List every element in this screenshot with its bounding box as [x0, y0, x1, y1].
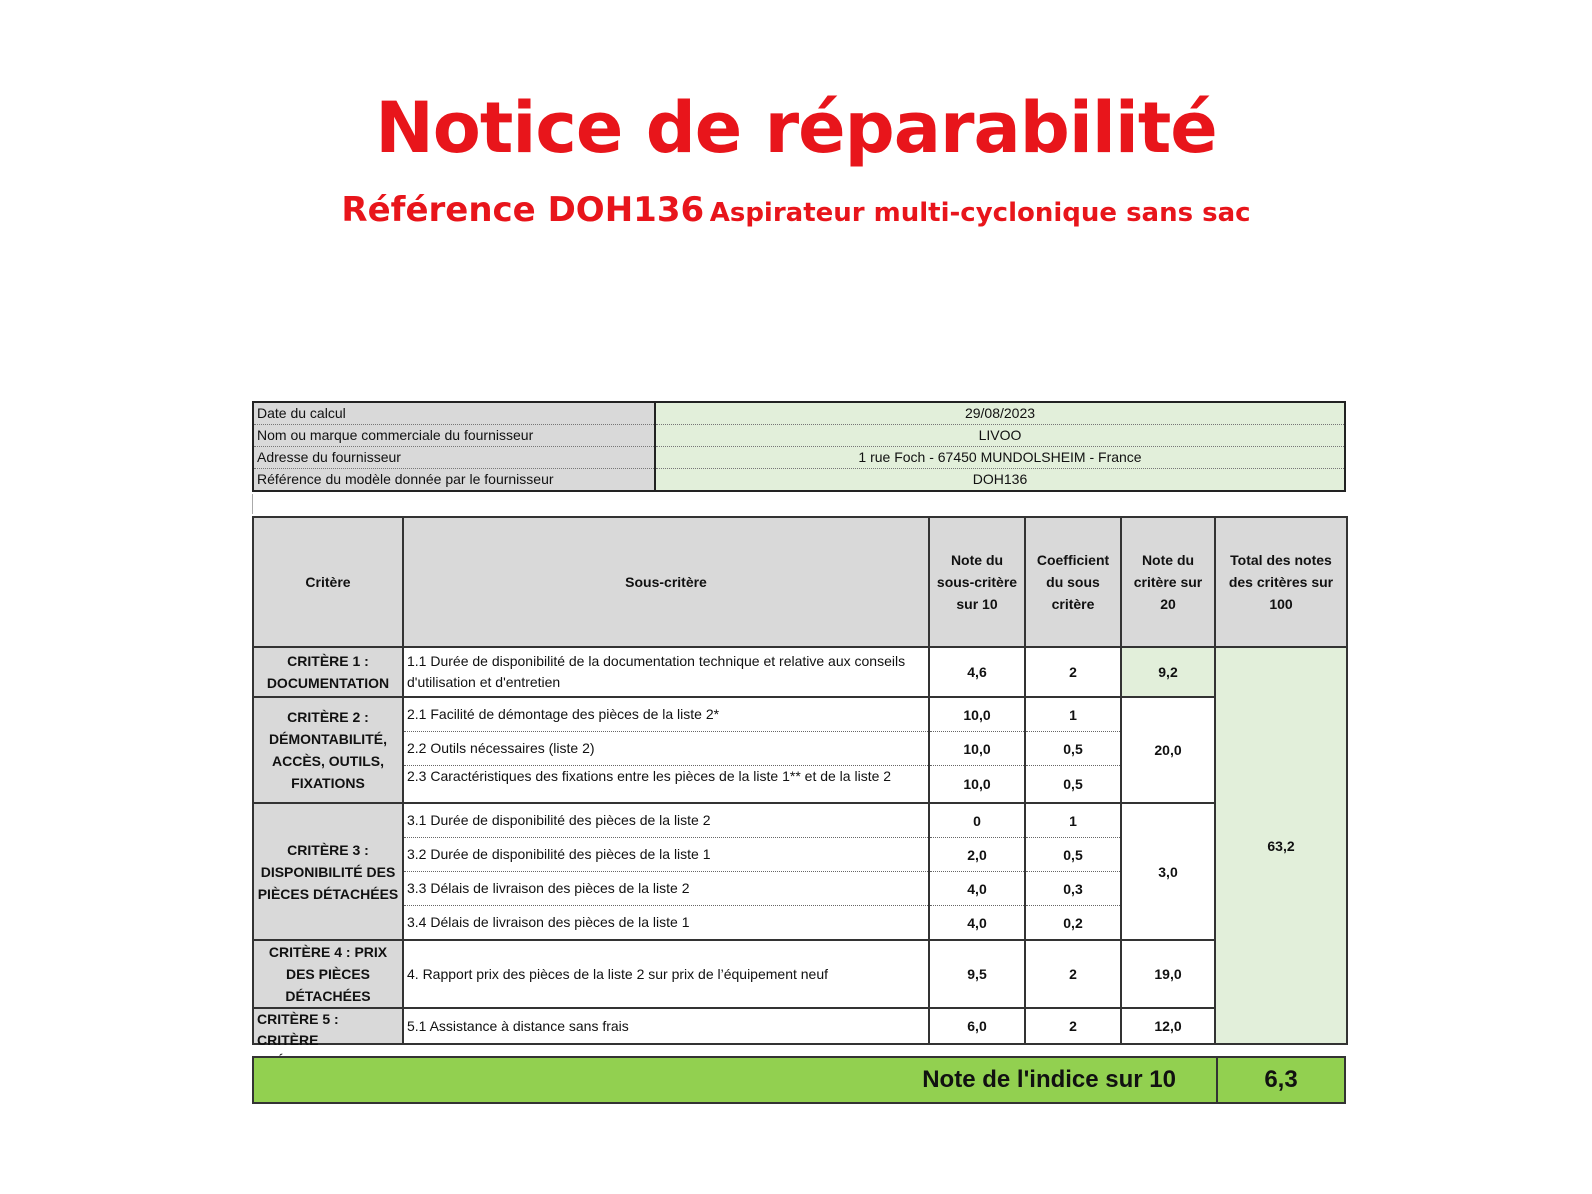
info-value: 29/08/2023: [655, 402, 1345, 425]
subcriterion-coefficient: 1: [1025, 803, 1121, 838]
header-sub-score: Note du sous-critère sur 10: [929, 517, 1025, 647]
subcriterion-coefficient: 0,3: [1025, 872, 1121, 906]
header-criterion-score: Note du critère sur 20: [1121, 517, 1215, 647]
table-row: [253, 1008, 1347, 1044]
info-label: Date du calcul: [253, 402, 655, 425]
info-value: 1 rue Foch - 67450 MUNDOLSHEIM - France: [655, 447, 1345, 469]
product-name: Aspirateur multi-cyclonique sans sac: [709, 198, 1251, 228]
subcriterion-score: 10,0: [929, 697, 1025, 732]
subcriterion-label: 2.3 Caractéristiques des fixations entre les pièces de la liste 1** et de la liste 2: [407, 768, 892, 784]
table-row: [253, 697, 1347, 732]
criterion-5-name: CRITÈRE 5 : CRITÈRE: [257, 1011, 339, 1048]
subcriterion-score: 4,0: [929, 906, 1025, 941]
page-subtitle: [0, 190, 1592, 230]
subcriterion-score: 4,6: [929, 647, 1025, 697]
subcriterion-label: 3.4 Délais de livraison des pièces de la liste 1: [403, 906, 929, 941]
subcriterion-label: 3.1 Durée de disponibilité des pièces de la liste 2: [403, 803, 929, 838]
info-row: [253, 447, 1345, 469]
subcriterion-label: 3.2 Durée de disponibilité des pièces de la liste 1: [403, 838, 929, 872]
header-criterion: Critère: [253, 517, 403, 647]
supplier-info-table: [252, 401, 1346, 492]
criterion-2-score: 20,0: [1121, 697, 1215, 803]
header-subcriterion: Sous-critère: [403, 517, 929, 647]
info-value: DOH136: [655, 469, 1345, 492]
subcriterion-score: 0: [929, 803, 1025, 838]
subcriterion-label: 5.1 Assistance à distance sans frais: [403, 1008, 929, 1044]
index-label: Note de l'indice sur 10: [253, 1057, 1217, 1103]
subcriterion-coefficient: 1: [1025, 697, 1121, 732]
info-row: [253, 402, 1345, 425]
criterion-5-score: 12,0: [1121, 1008, 1215, 1044]
table-row: [253, 803, 1347, 838]
subcriterion-score: 4,0: [929, 872, 1025, 906]
model-reference: Référence DOH136: [341, 190, 705, 230]
subcriterion-score: 6,0: [929, 1008, 1025, 1044]
subcriterion-label: 4. Rapport prix des pièces de la liste 2 sur prix de l’équipement neuf: [403, 940, 929, 1008]
header-coefficient: Coefficient du sous critère: [1025, 517, 1121, 647]
subcriterion-label: 2.2 Outils nécessaires (liste 2): [403, 732, 929, 766]
info-value: LIVOO: [655, 425, 1345, 447]
subcriterion-coefficient: 2: [1025, 940, 1121, 1008]
index-score-footer: [252, 1056, 1346, 1104]
subcriterion-coefficient: 0,5: [1025, 732, 1121, 766]
table-spacer: [252, 494, 1347, 514]
criterion-3-name: CRITÈRE 3 : DISPONIBILITÉ DES PIÈCES DÉTACHÉES: [253, 803, 403, 940]
subcriterion-coefficient: 0,5: [1025, 838, 1121, 872]
index-value: 6,3: [1217, 1057, 1345, 1103]
subcriterion-label: 1.1 Durée de disponibilité de la documentation technique et relative aux conseils d'utilisation et d'entretien: [403, 647, 929, 697]
info-row: [253, 469, 1345, 492]
criterion-2-name: CRITÈRE 2 : DÉMONTABILITÉ, ACCÈS, OUTILS, FIXATIONS: [253, 697, 403, 803]
info-label: Nom ou marque commerciale du fournisseur: [253, 425, 655, 447]
subcriterion-score: 10,0: [929, 732, 1025, 766]
info-row: [253, 425, 1345, 447]
page-title: Notice de réparabilité: [375, 87, 1217, 169]
criterion-1-score: 9,2: [1121, 647, 1215, 697]
criterion-4-name: CRITÈRE 4 : PRIX DES PIÈCES DÉTACHÉES: [253, 940, 403, 1008]
criterion-1-name: CRITÈRE 1 : DOCUMENTATION: [253, 647, 403, 697]
criterion-5-cell: [253, 1008, 403, 1048]
table-row: [253, 940, 1347, 1008]
subcriterion-coefficient: 2: [1025, 647, 1121, 697]
total-score: 63,2: [1215, 647, 1347, 1044]
index-row: [253, 1057, 1345, 1103]
criterion-3-score: 3,0: [1121, 803, 1215, 940]
table-header-row: [253, 517, 1347, 647]
info-label: Référence du modèle donnée par le fournisseur: [253, 469, 655, 492]
subcriterion-coefficient: 2: [1025, 1008, 1121, 1044]
repairability-score-table: [252, 516, 1348, 1048]
subcriterion-label: 2.1 Facilité de démontage des pièces de la liste 2*: [403, 697, 929, 732]
subcriterion-coefficient: 0,5: [1025, 766, 1121, 804]
subcriterion-cell: [403, 766, 929, 804]
table-row: [253, 647, 1347, 697]
subcriterion-score: 10,0: [929, 766, 1025, 804]
subcriterion-coefficient: 0,2: [1025, 906, 1121, 941]
criterion-4-score: 19,0: [1121, 940, 1215, 1008]
header-total: Total des notes des critères sur 100: [1215, 517, 1347, 647]
subcriterion-label: 3.3 Délais de livraison des pièces de la liste 2: [403, 872, 929, 906]
subcriterion-score: 9,5: [929, 940, 1025, 1008]
info-label: Adresse du fournisseur: [253, 447, 655, 469]
subcriterion-score: 2,0: [929, 838, 1025, 872]
